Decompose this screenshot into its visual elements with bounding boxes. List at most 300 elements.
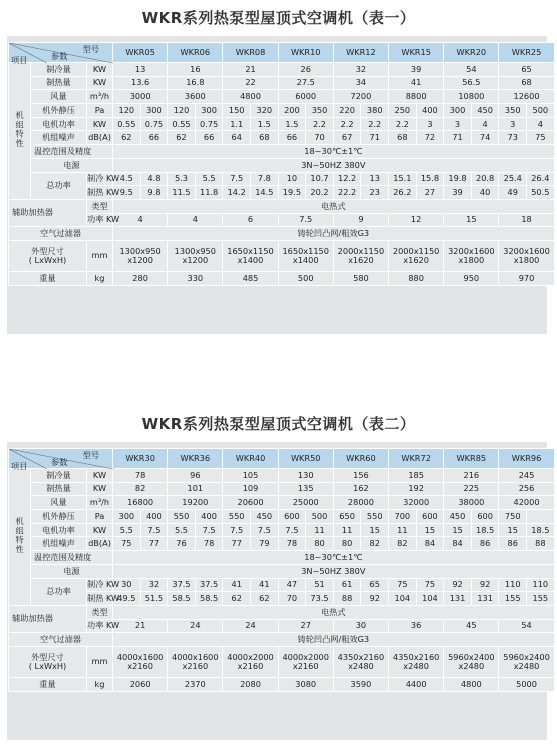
weight-value: 280 xyxy=(113,271,168,285)
static-pressure-value: 300 xyxy=(444,104,472,118)
static-pressure-value: 500 xyxy=(527,104,555,118)
total-power-cool-value: 61 xyxy=(333,578,361,592)
dimensions-label: 外型尺寸 ( LxWxH) xyxy=(9,240,87,271)
airflow-value: 32000 xyxy=(389,496,444,510)
noise-value: 66 xyxy=(195,131,223,145)
aux-heater-power-label: 功率 KW xyxy=(87,213,113,227)
dimensions-value: 4000x1600 x2160 xyxy=(168,646,223,677)
static-pressure-value xyxy=(527,510,555,524)
motor-power-value: 11 xyxy=(306,523,334,537)
total-power-heat-value: 131 xyxy=(471,592,499,606)
heating-capacity-value: 56.5 xyxy=(444,76,499,90)
static-pressure-value: 450 xyxy=(471,104,499,118)
total-power-heat-value: 9.5 xyxy=(113,186,141,200)
motor-power-value: 0.75 xyxy=(195,117,223,131)
weight-value: 970 xyxy=(499,271,554,285)
motor-power-value: 0.55 xyxy=(113,117,141,131)
dimensions-value: 2000x1150 x1620 xyxy=(389,240,444,271)
total-power-heat-value: 39 xyxy=(444,186,472,200)
total-power-heat-value: 58.5 xyxy=(168,592,196,606)
airflow-value: 10800 xyxy=(444,90,499,104)
noise-value: 73 xyxy=(499,131,527,145)
power-supply-label: 电源 xyxy=(31,158,113,172)
motor-power-value: 7.5 xyxy=(195,523,223,537)
noise-value: 86 xyxy=(471,537,499,551)
cooling-capacity-value: 105 xyxy=(223,469,278,483)
weight-value: 330 xyxy=(168,271,223,285)
unit-cell: mm xyxy=(87,240,113,271)
spec-table-1 xyxy=(8,42,555,286)
total-power-cool-value: 75 xyxy=(416,578,444,592)
aux-heater-type-label: 类型 xyxy=(87,605,113,619)
airflow-value: 25000 xyxy=(278,496,333,510)
spec-table-2 xyxy=(8,448,555,692)
air-filter-value: 铸轮凹凸网/粗效G3 xyxy=(113,227,555,241)
total-power-cool-value: 110 xyxy=(527,578,555,592)
model-header: WKR15 xyxy=(389,43,444,63)
cooling-capacity-value: 130 xyxy=(278,469,333,483)
total-power-cool-value: 92 xyxy=(444,578,472,592)
aux-heater-power-value: 9 xyxy=(333,213,388,227)
motor-power-value: 1.5 xyxy=(251,117,279,131)
dimensions-value: 4000x2000 x2160 xyxy=(223,646,278,677)
total-power-heat-value: 40 xyxy=(471,186,499,200)
motor-power-value: 11 xyxy=(389,523,417,537)
airflow-value: 12600 xyxy=(499,90,554,104)
total-power-cool-value: 92 xyxy=(471,578,499,592)
model-header: WKR20 xyxy=(444,43,499,63)
total-power-heat-value: 58.5 xyxy=(195,592,223,606)
aux-heater-power-value: 54 xyxy=(499,619,554,633)
dimensions-value: 3200x1600 x1800 xyxy=(444,240,499,271)
model-header: WKR30 xyxy=(113,449,168,469)
weight-value: 4800 xyxy=(444,677,499,691)
static-pressure-value: 320 xyxy=(251,104,279,118)
total-power-cool-value: 15.8 xyxy=(416,172,444,186)
unit-cell: KW xyxy=(87,117,113,131)
total-power-heat-value: 51.5 xyxy=(140,592,168,606)
weight-value: 3080 xyxy=(278,677,333,691)
heating-capacity-value: 162 xyxy=(333,482,388,496)
noise-value: 71 xyxy=(444,131,472,145)
weight-value: 485 xyxy=(223,271,278,285)
static-pressure-value: 650 xyxy=(333,510,361,524)
model-label: 型号 xyxy=(82,450,100,460)
dimensions-value: 1300x950 x1200 xyxy=(113,240,168,271)
motor-power-value: 2.2 xyxy=(361,117,389,131)
noise-value: 84 xyxy=(444,537,472,551)
total-power-heat-value: 11.8 xyxy=(195,186,223,200)
heating-capacity-value: 192 xyxy=(389,482,444,496)
aux-heater-power-value: 4 xyxy=(113,213,168,227)
airflow-label: 风量 xyxy=(31,496,87,510)
motor-power-value: 15 xyxy=(499,523,527,537)
total-power-cool-value: 65 xyxy=(361,578,389,592)
cooling-capacity-value: 245 xyxy=(499,469,554,483)
weight-value: 2080 xyxy=(223,677,278,691)
airflow-label: 风量 xyxy=(31,90,87,104)
noise-value: 62 xyxy=(113,131,141,145)
total-power-cool-value: 30 xyxy=(113,578,141,592)
aux-heater-power-value: 4 xyxy=(168,213,223,227)
air-filter-label: 空气过滤器 xyxy=(9,227,113,241)
static-pressure-label: 机外静压 xyxy=(31,104,87,118)
weight-label: 重量 xyxy=(9,271,87,285)
total-power-cool-value: 32 xyxy=(140,578,168,592)
total-power-label: 总功率 xyxy=(31,578,87,605)
total-power-heat-value: 23 xyxy=(361,186,389,200)
dimensions-value: 1300x950 x1200 xyxy=(168,240,223,271)
motor-power-value: 15 xyxy=(444,523,472,537)
static-pressure-value: 120 xyxy=(168,104,196,118)
static-pressure-value: 150 xyxy=(223,104,251,118)
motor-power-value: 18.5 xyxy=(471,523,499,537)
airflow-value: 42000 xyxy=(499,496,554,510)
weight-label: 重量 xyxy=(9,677,87,691)
noise-value: 68 xyxy=(251,131,279,145)
total-power-cool-value: 7.8 xyxy=(251,172,279,186)
total-power-heat-value: 14.2 xyxy=(223,186,251,200)
motor-power-value: 15 xyxy=(416,523,444,537)
noise-value: 80 xyxy=(306,537,334,551)
noise-value: 71 xyxy=(361,131,389,145)
heating-capacity-value: 68 xyxy=(499,76,554,90)
static-pressure-value: 300 xyxy=(140,104,168,118)
total-power-cool-value: 12.2 xyxy=(333,172,361,186)
cooling-capacity-value: 96 xyxy=(168,469,223,483)
power-supply-label: 电源 xyxy=(31,564,113,578)
cooling-capacity-value: 13 xyxy=(113,63,168,77)
model-header: WKR36 xyxy=(168,449,223,469)
unit-cell: dB(A) xyxy=(87,537,113,551)
aux-heater-power-value: 6 xyxy=(223,213,278,227)
aux-heater-power-label: 功率 KW xyxy=(87,619,113,633)
heating-capacity-value: 225 xyxy=(444,482,499,496)
motor-power-value: 11 xyxy=(333,523,361,537)
total-power-heat-value: 11.5 xyxy=(168,186,196,200)
noise-value: 66 xyxy=(140,131,168,145)
noise-value: 82 xyxy=(389,537,417,551)
aux-heater-power-value: 30 xyxy=(333,619,388,633)
total-power-heat-value: 19.5 xyxy=(278,186,306,200)
total-power-cool-value: 5.3 xyxy=(168,172,196,186)
total-power-cool-value: 41 xyxy=(251,578,279,592)
total-power-cool-value: 26.4 xyxy=(527,172,555,186)
total-power-heat-value: 22.2 xyxy=(333,186,361,200)
static-pressure-value: 500 xyxy=(306,510,334,524)
total-power-heat-value: 49.5 xyxy=(113,592,141,606)
motor-power-value: 5.5 xyxy=(168,523,196,537)
aux-heater-power-value: 24 xyxy=(168,619,223,633)
total-power-cool-value: 4.5 xyxy=(113,172,141,186)
aux-heater-power-value: 21 xyxy=(113,619,168,633)
dimensions-value: 2000x1150 x1620 xyxy=(333,240,388,271)
total-power-cool-value: 37.5 xyxy=(168,578,196,592)
total-power-heat-value: 92 xyxy=(361,592,389,606)
unit-cell: dB(A) xyxy=(87,131,113,145)
model-header: WKR85 xyxy=(444,449,499,469)
total-power-cool-value: 47 xyxy=(278,578,306,592)
model-header: WKR50 xyxy=(278,449,333,469)
noise-value: 75 xyxy=(113,537,141,551)
dimensions-value: 5960x2400 x2480 xyxy=(444,646,499,677)
aux-heater-power-value: 36 xyxy=(389,619,444,633)
heating-capacity-label: 制热量 xyxy=(31,76,87,90)
aux-heater-power-value: 45 xyxy=(444,619,499,633)
total-power-cool-value: 25.4 xyxy=(499,172,527,186)
total-power-heat-value: 104 xyxy=(389,592,417,606)
aux-heater-power-value: 12 xyxy=(389,213,444,227)
motor-power-value: 7.5 xyxy=(140,523,168,537)
heating-capacity-value: 109 xyxy=(223,482,278,496)
model-header: WKR25 xyxy=(499,43,554,63)
total-power-cool-value: 10.7 xyxy=(306,172,334,186)
noise-label: 机组噪声 xyxy=(31,131,87,145)
motor-power-value: 7.5 xyxy=(278,523,306,537)
noise-value: 64 xyxy=(223,131,251,145)
static-pressure-value: 200 xyxy=(278,104,306,118)
cooling-capacity-value: 65 xyxy=(499,63,554,77)
total-power-heat-value: 50.5 xyxy=(527,186,555,200)
unit-cell: Pa xyxy=(87,104,113,118)
airflow-value: 16800 xyxy=(113,496,168,510)
motor-power-value: 2.2 xyxy=(306,117,334,131)
airflow-value: 8800 xyxy=(389,90,444,104)
noise-value: 70 xyxy=(306,131,334,145)
total-power-cool-value: 37.5 xyxy=(195,578,223,592)
unit-characteristics-group: 机组特性 xyxy=(9,469,31,606)
motor-power-value: 18.5 xyxy=(527,523,555,537)
static-pressure-value: 550 xyxy=(168,510,196,524)
total-power-heat-value: 49 xyxy=(499,186,527,200)
model-header: WKR72 xyxy=(389,449,444,469)
cooling-capacity-label: 制冷量 xyxy=(31,469,87,483)
param-label: 参数 xyxy=(51,51,68,61)
cooling-capacity-value: 156 xyxy=(333,469,388,483)
static-pressure-value: 550 xyxy=(361,510,389,524)
airflow-value: 6000 xyxy=(278,90,333,104)
total-power-heat-value: 88 xyxy=(333,592,361,606)
dimensions-value: 3200x1600 x1800 xyxy=(499,240,554,271)
dimensions-value: 4000x2000 x2160 xyxy=(278,646,333,677)
heating-capacity-value: 82 xyxy=(113,482,168,496)
motor-power-value: 0.75 xyxy=(140,117,168,131)
unit-cell: KW xyxy=(87,63,113,77)
temp-control-value: 18~30℃±1℃ xyxy=(113,551,555,565)
noise-value: 75 xyxy=(527,131,555,145)
total-power-cool-value: 7.5 xyxy=(223,172,251,186)
motor-power-value: 5.5 xyxy=(113,523,141,537)
item-label: 项目 xyxy=(11,55,28,65)
air-filter-value: 铸轮凹凸网/粗效G3 xyxy=(113,633,555,647)
total-power-cool-value: 110 xyxy=(499,578,527,592)
cooling-capacity-value: 32 xyxy=(333,63,388,77)
aux-heater-power-value: 15 xyxy=(444,213,499,227)
motor-power-value: 3 xyxy=(416,117,444,131)
unit-cell: mm xyxy=(87,646,113,677)
static-pressure-value: 750 xyxy=(499,510,527,524)
aux-heater-type-value: 电热式 xyxy=(113,605,555,619)
noise-value: 84 xyxy=(416,537,444,551)
aux-heater-power-value: 7.5 xyxy=(278,213,333,227)
static-pressure-value: 400 xyxy=(195,510,223,524)
total-power-cool-value: 10 xyxy=(278,172,306,186)
airflow-value: 3600 xyxy=(168,90,223,104)
total-power-cool-value: 75 xyxy=(389,578,417,592)
heating-capacity-value: 16.8 xyxy=(168,76,223,90)
temp-control-label: 温控范围及精度 xyxy=(31,145,113,159)
motor-power-label: 电机功率 xyxy=(31,117,87,131)
noise-label: 机组噪声 xyxy=(31,537,87,551)
noise-value: 78 xyxy=(278,537,306,551)
unit-cell: m³/h xyxy=(87,90,113,104)
cooling-capacity-value: 78 xyxy=(113,469,168,483)
total-power-heat-value: 70 xyxy=(278,592,306,606)
unit-cell: KW xyxy=(87,523,113,537)
static-pressure-value: 120 xyxy=(113,104,141,118)
total-power-cool-value: 20.8 xyxy=(471,172,499,186)
motor-power-value: 7.5 xyxy=(223,523,251,537)
motor-power-value: 1.1 xyxy=(223,117,251,131)
model-header: WKR40 xyxy=(223,449,278,469)
total-power-heat-value: 27 xyxy=(416,186,444,200)
static-pressure-value: 600 xyxy=(278,510,306,524)
heating-capacity-value: 34 xyxy=(333,76,388,90)
unit-cell: kg xyxy=(87,677,113,691)
weight-value: 580 xyxy=(333,271,388,285)
motor-power-label: 电机功率 xyxy=(31,523,87,537)
weight-value: 3590 xyxy=(333,677,388,691)
model-header: WKR10 xyxy=(278,43,333,63)
noise-value: 78 xyxy=(195,537,223,551)
airflow-value: 28000 xyxy=(333,496,388,510)
weight-value: 880 xyxy=(389,271,444,285)
static-pressure-value: 550 xyxy=(223,510,251,524)
static-pressure-value: 300 xyxy=(113,510,141,524)
static-pressure-value: 300 xyxy=(195,104,223,118)
dimensions-label: 外型尺寸 ( LxWxH) xyxy=(9,646,87,677)
motor-power-value: 3 xyxy=(444,117,472,131)
temp-control-label: 温控范围及精度 xyxy=(31,551,113,565)
weight-value: 500 xyxy=(278,271,333,285)
unit-cell: m³/h xyxy=(87,496,113,510)
total-power-cool-value: 5.5 xyxy=(195,172,223,186)
total-power-cool-value: 13 xyxy=(361,172,389,186)
aux-heater-power-value: 24 xyxy=(223,619,278,633)
airflow-value: 3000 xyxy=(113,90,168,104)
power-supply-value: 3N~50HZ 380V xyxy=(113,564,555,578)
aux-heater-label: 辅助加热器 xyxy=(9,605,87,632)
noise-value: 72 xyxy=(416,131,444,145)
model-header: WKR08 xyxy=(223,43,278,63)
cooling-capacity-value: 16 xyxy=(168,63,223,77)
noise-value: 74 xyxy=(471,131,499,145)
cooling-capacity-value: 39 xyxy=(389,63,444,77)
total-power-heat-value: 26.2 xyxy=(389,186,417,200)
heating-capacity-value: 22 xyxy=(223,76,278,90)
unit-cell: KW xyxy=(87,76,113,90)
total-power-cool-value: 4.8 xyxy=(140,172,168,186)
static-pressure-label: 机外静压 xyxy=(31,510,87,524)
total-power-heat-value: 62 xyxy=(251,592,279,606)
table2-title: WKR系列热泵型屋顶式空调机（表二） xyxy=(141,415,416,433)
noise-value: 77 xyxy=(140,537,168,551)
heating-capacity-label: 制热量 xyxy=(31,482,87,496)
cooling-capacity-value: 216 xyxy=(444,469,499,483)
noise-value: 77 xyxy=(223,537,251,551)
noise-value: 79 xyxy=(251,537,279,551)
table1-title: WKR系列热泵型屋顶式空调机（表一） xyxy=(141,9,416,27)
unit-cell: KW xyxy=(87,469,113,483)
noise-value: 86 xyxy=(499,537,527,551)
motor-power-value: 2.2 xyxy=(389,117,417,131)
temp-control-value: 18~30℃±1℃ xyxy=(113,145,555,159)
total-power-cool-label: 制冷 KW xyxy=(87,172,113,186)
static-pressure-value: 700 xyxy=(389,510,417,524)
airflow-value: 4800 xyxy=(223,90,278,104)
motor-power-value: 4 xyxy=(471,117,499,131)
total-power-cool-value: 15.1 xyxy=(389,172,417,186)
static-pressure-value: 350 xyxy=(499,104,527,118)
noise-value: 82 xyxy=(361,537,389,551)
total-power-cool-value: 41 xyxy=(223,578,251,592)
noise-value: 76 xyxy=(168,537,196,551)
heating-capacity-value: 135 xyxy=(278,482,333,496)
motor-power-value: 1.5 xyxy=(278,117,306,131)
static-pressure-value: 600 xyxy=(416,510,444,524)
airflow-value: 20600 xyxy=(223,496,278,510)
cooling-capacity-value: 54 xyxy=(444,63,499,77)
heating-capacity-value: 41 xyxy=(389,76,444,90)
aux-heater-type-value: 电热式 xyxy=(113,199,555,213)
motor-power-value: 15 xyxy=(361,523,389,537)
heating-capacity-value: 256 xyxy=(499,482,554,496)
weight-value: 950 xyxy=(444,271,499,285)
total-power-heat-label: 制热 KW xyxy=(87,592,113,606)
static-pressure-value: 250 xyxy=(389,104,417,118)
weight-value: 5000 xyxy=(499,677,554,691)
total-power-heat-value: 155 xyxy=(499,592,527,606)
heating-capacity-value: 27.5 xyxy=(278,76,333,90)
item-label: 项目 xyxy=(11,461,28,471)
unit-cell: Pa xyxy=(87,510,113,524)
weight-value: 4400 xyxy=(389,677,444,691)
static-pressure-value: 220 xyxy=(333,104,361,118)
model-label: 型号 xyxy=(82,44,100,54)
motor-power-value: 2.2 xyxy=(333,117,361,131)
static-pressure-value: 380 xyxy=(361,104,389,118)
total-power-heat-value: 14.5 xyxy=(251,186,279,200)
dimensions-value: 4000x1600 x2160 xyxy=(113,646,168,677)
aux-heater-power-value: 18 xyxy=(499,213,554,227)
total-power-cool-value: 51 xyxy=(306,578,334,592)
weight-value: 2060 xyxy=(113,677,168,691)
model-header: WKR12 xyxy=(333,43,388,63)
motor-power-value: 4 xyxy=(527,117,555,131)
heating-capacity-value: 101 xyxy=(168,482,223,496)
aux-heater-type-label: 类型 xyxy=(87,199,113,213)
motor-power-value: 0.55 xyxy=(168,117,196,131)
header-diagonal-cell xyxy=(9,43,113,63)
model-header: WKR05 xyxy=(113,43,168,63)
static-pressure-value: 400 xyxy=(416,104,444,118)
total-power-cool-value: 19.8 xyxy=(444,172,472,186)
airflow-value: 38000 xyxy=(444,496,499,510)
noise-value: 62 xyxy=(168,131,196,145)
static-pressure-value: 450 xyxy=(444,510,472,524)
heating-capacity-value: 13.6 xyxy=(113,76,168,90)
dimensions-value: 4350x2160 x2480 xyxy=(333,646,388,677)
